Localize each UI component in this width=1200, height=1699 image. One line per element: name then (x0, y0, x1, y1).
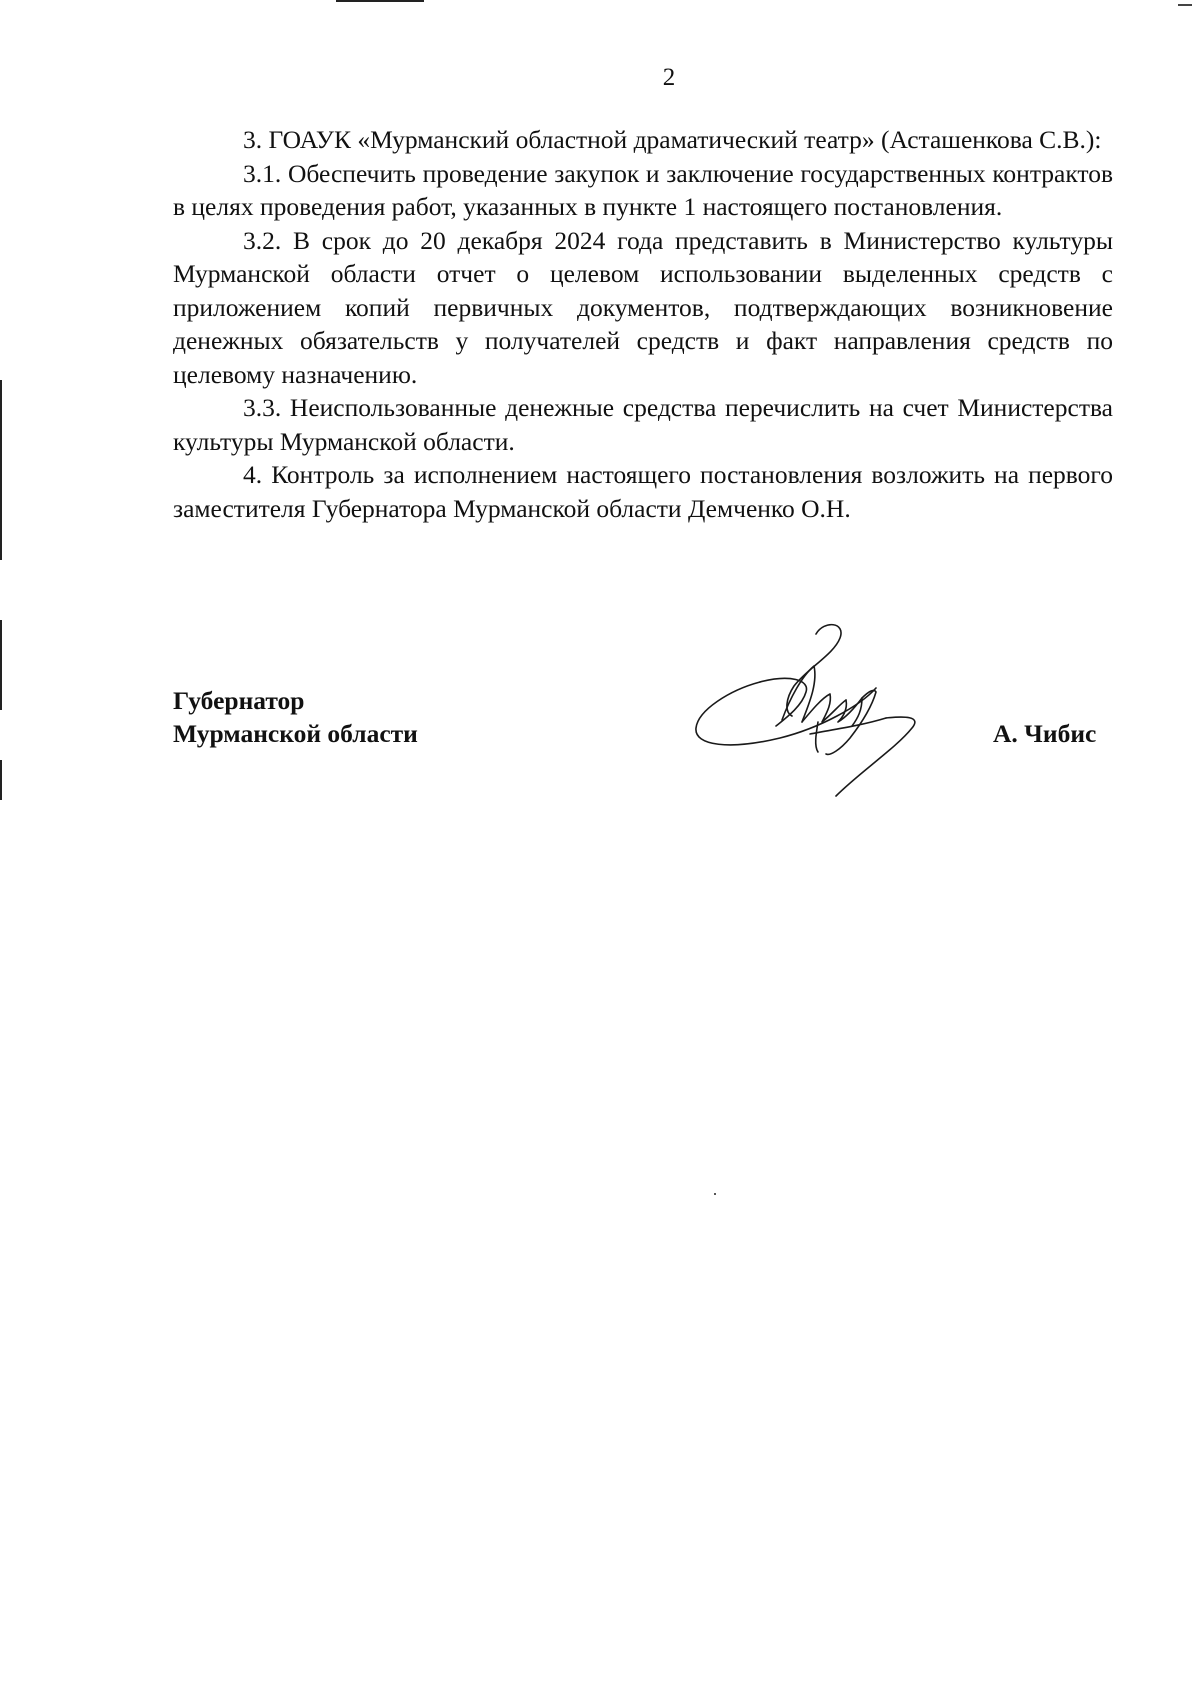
handwritten-signature (690, 622, 960, 802)
scan-edge-mark (0, 620, 2, 710)
position-title: Губернатор (173, 686, 305, 715)
scan-speck (714, 1193, 716, 1195)
position-region: Мурманской области (173, 719, 418, 748)
paragraph-3: 3. ГОАУК «Мурманский областной драматический театр» (Асташенкова С.В.): (243, 125, 1102, 154)
paragraph-3-1: 3.1. Обеспечить проведение закупок и заключение государственных контрактов в целях проведения работ, указанных в пункте 1 настоящего постановления. (173, 158, 1113, 221)
scan-edge-mark (0, 760, 2, 800)
scan-edge-mark (0, 380, 2, 560)
scan-artifact-mark (1178, 4, 1192, 6)
page-number: 2 (662, 64, 676, 91)
scan-artifact-line (336, 0, 424, 2)
signer-name: А. Чибис (993, 719, 1097, 748)
signatory-position (173, 684, 418, 750)
document-body (173, 123, 1113, 525)
paragraph-3-3: 3.3. Неиспользованные денежные средства перечислить на счет Министерства культуры Мурманской области. (173, 393, 1113, 456)
paragraph-3-2: 3.2. В срок до 20 декабря 2024 года представить в Министерство культуры Мурманской области отчет о целевом использовании выделенных средств с приложением копий первичных документов, подтверждающих возникновение денежных обязательств у получателей средств и факт направления средств по целевому назначению. (173, 225, 1113, 389)
paragraph-4: 4. Контроль за исполнением настоящего постановления возложить на первого заместителя Губернатора Мурманской области Демченко О.Н. (173, 460, 1113, 523)
